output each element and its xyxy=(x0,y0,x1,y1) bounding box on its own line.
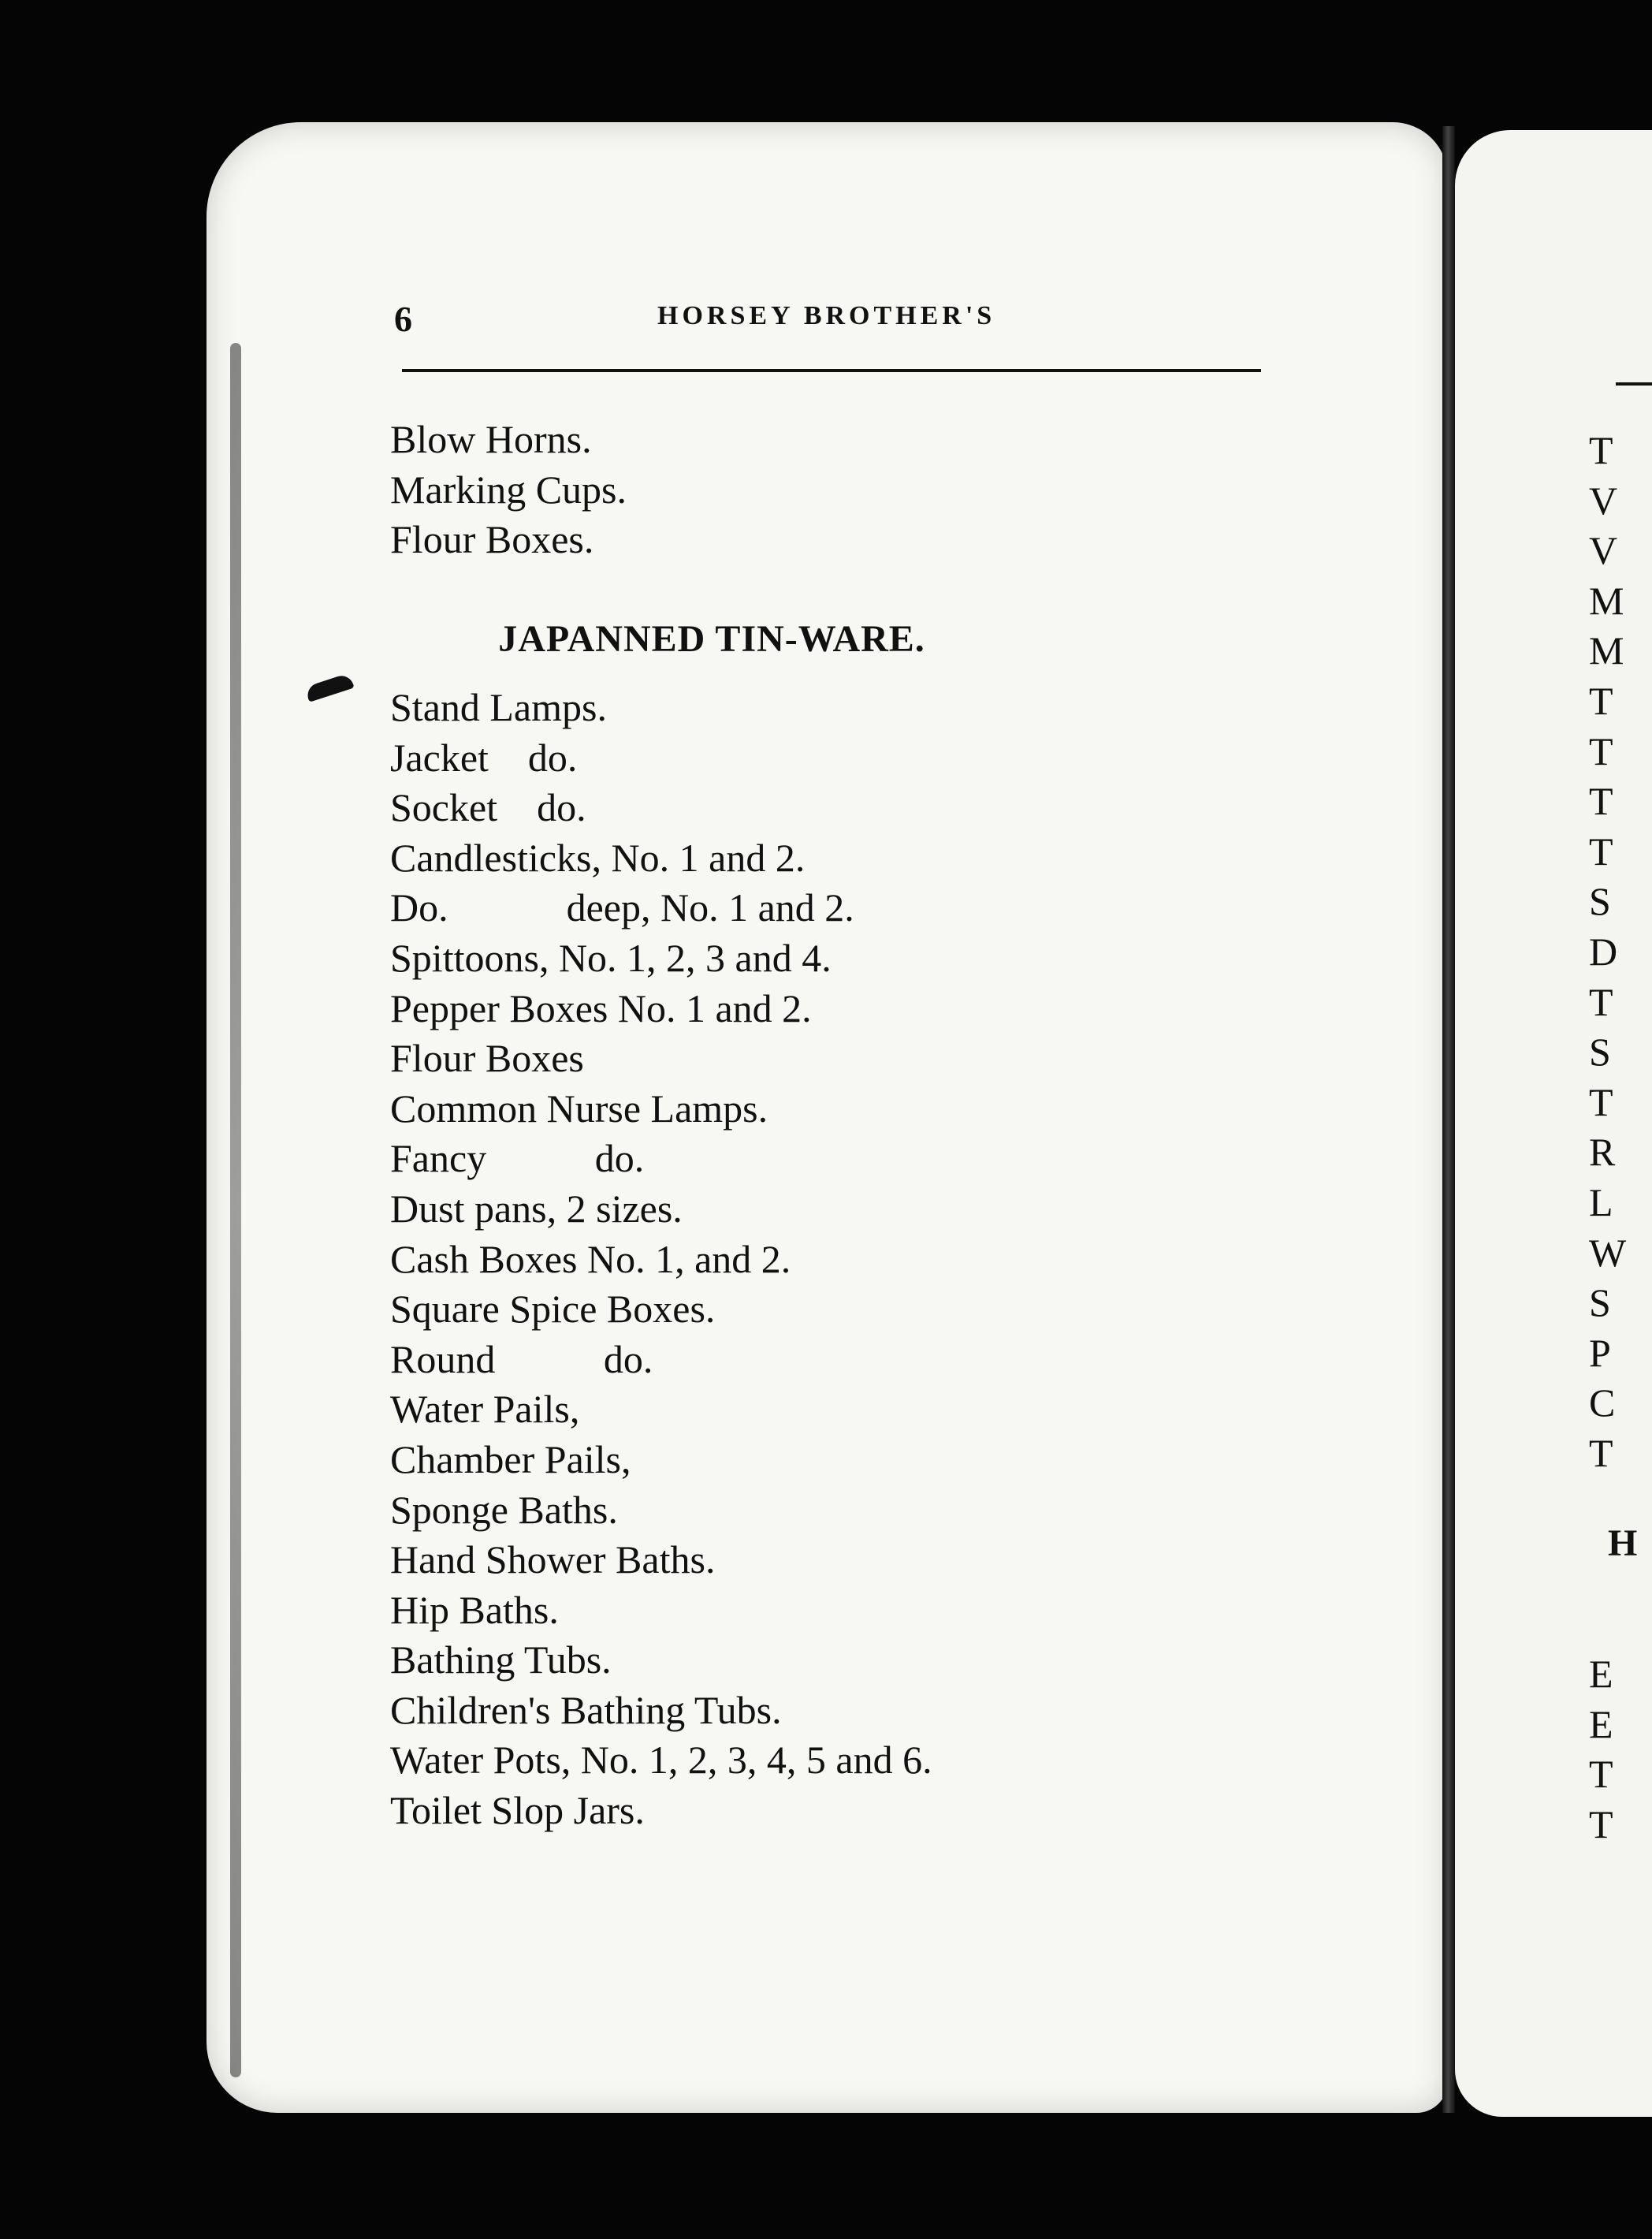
right-list-item: L xyxy=(1589,1179,1613,1224)
right-list-item: T xyxy=(1589,428,1613,472)
right-list-item: T xyxy=(1589,678,1613,723)
list-item: Blow Horns. xyxy=(390,417,592,461)
section-heading-text: JAPANNED TIN-WARE. xyxy=(498,618,925,660)
section-heading xyxy=(0,617,1652,661)
right-list-item: V xyxy=(1589,478,1618,523)
list-item: Bathing Tubs. xyxy=(390,1637,612,1682)
right-list-item: T xyxy=(1589,779,1613,824)
right-list-item: R xyxy=(1589,1130,1616,1175)
list-item: Stand Lamps. xyxy=(390,685,607,729)
list-item: Spittoons, No. 1, 2, 3 and 4. xyxy=(390,935,832,980)
list-item: Cash Boxes No. 1, and 2. xyxy=(390,1236,791,1281)
right-list-item: M xyxy=(1589,628,1624,673)
right-page-item-list-bottom xyxy=(1589,1649,1613,1850)
list-item: Flour Boxes. xyxy=(390,517,594,562)
list-item: Fancy do. xyxy=(390,1136,645,1181)
right-list-item: T xyxy=(1589,1430,1613,1475)
right-page-rule xyxy=(1616,382,1652,386)
right-list-item: T xyxy=(1589,1752,1613,1797)
page-number: 6 xyxy=(394,299,412,339)
list-item: Square Spice Boxes. xyxy=(390,1287,716,1332)
list-item: Children's Bathing Tubs. xyxy=(390,1687,782,1732)
right-list-item: P xyxy=(1589,1330,1611,1375)
right-list-item: T xyxy=(1589,979,1613,1024)
header-rule xyxy=(402,369,1261,372)
list-item: Flour Boxes xyxy=(390,1036,584,1081)
right-page-heading: H xyxy=(1608,1522,1638,1564)
list-item: Marking Cups. xyxy=(390,467,627,512)
list-item: Water Pails, xyxy=(390,1387,580,1432)
list-item: Common Nurse Lamps. xyxy=(390,1086,768,1131)
list-item: Pepper Boxes No. 1 and 2. xyxy=(390,985,812,1030)
right-list-item: V xyxy=(1589,528,1618,573)
list-item: Do. deep, No. 1 and 2. xyxy=(390,885,854,930)
right-list-item: S xyxy=(1589,1030,1611,1075)
section-item-list xyxy=(390,683,932,1836)
right-list-item: E xyxy=(1589,1652,1613,1696)
right-list-item: T xyxy=(1589,728,1613,773)
top-item-list xyxy=(390,415,627,565)
page-title: HORSEY BROTHER'S xyxy=(657,301,996,330)
right-list-item: M xyxy=(1589,578,1624,623)
list-item: Jacket do. xyxy=(390,735,578,780)
list-item: Dust pans, 2 sizes. xyxy=(390,1186,683,1231)
list-item: Water Pots, No. 1, 2, 3, 4, 5 and 6. xyxy=(390,1738,932,1783)
list-item: Chamber Pails, xyxy=(390,1436,631,1481)
right-list-item: C xyxy=(1589,1380,1616,1425)
right-list-item: D xyxy=(1589,929,1618,974)
right-page-item-list xyxy=(1589,426,1626,1478)
right-list-item: T xyxy=(1589,1079,1613,1124)
book-gutter xyxy=(1442,126,1455,2113)
list-item: Candlesticks, No. 1 and 2. xyxy=(390,835,806,880)
right-list-item: S xyxy=(1589,879,1611,924)
right-list-item: E xyxy=(1589,1701,1613,1746)
right-list-item: S xyxy=(1589,1280,1611,1325)
list-item: Hip Baths. xyxy=(390,1587,559,1632)
list-item: Socket do. xyxy=(390,785,586,830)
list-item: Sponge Baths. xyxy=(390,1487,618,1532)
right-list-item: T xyxy=(1589,829,1613,874)
list-item: Round do. xyxy=(390,1336,653,1381)
list-item: Hand Shower Baths. xyxy=(390,1537,716,1582)
list-item: Toilet Slop Jars. xyxy=(390,1788,645,1833)
right-list-item: W xyxy=(1589,1230,1627,1275)
right-list-item: T xyxy=(1589,1801,1613,1846)
